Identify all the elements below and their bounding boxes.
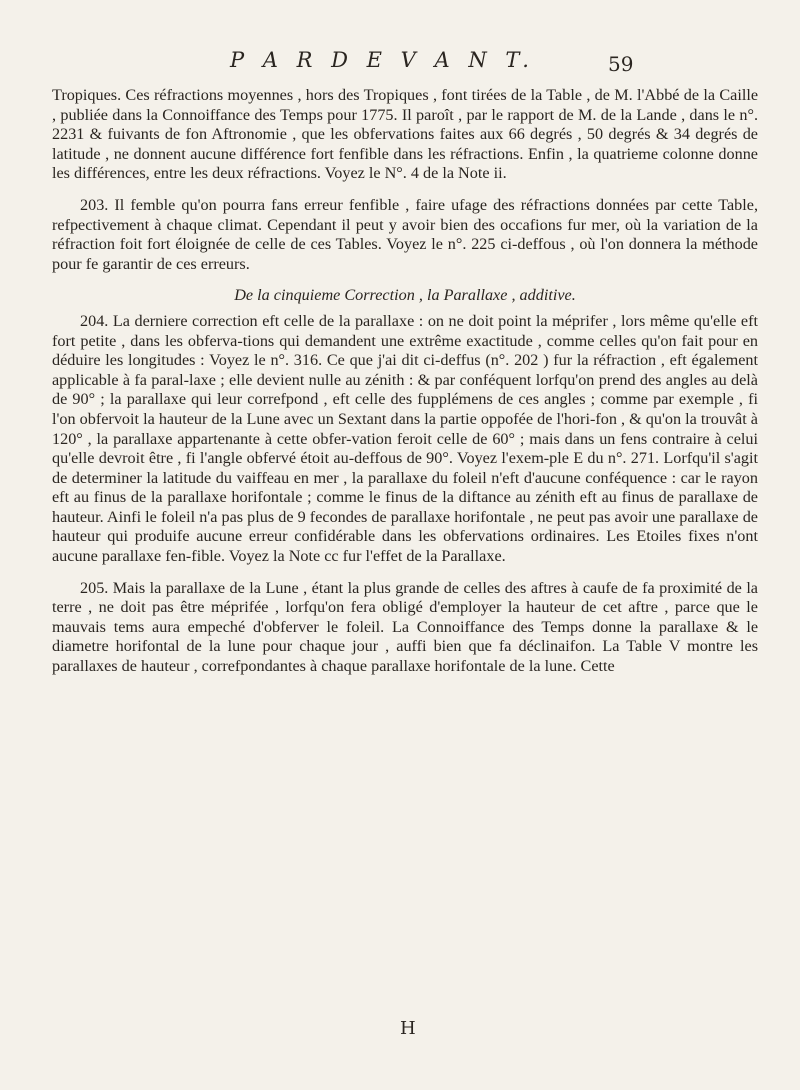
signature-mark: H	[400, 1018, 416, 1039]
running-header: P A R D E V A N T.	[230, 48, 535, 72]
paragraph-205: 205. Mais la parallaxe de la Lune , étant la plus grande de celles des aftres à caufe de fa proximité de la terre , ne doit pas être méprifée , lorfqu'on fera obligé d'employer la hauteur de cet aftre , parce que le mauvais tems aura empeché d'obferver le foleil. La Connoiffance des Temps donne la parallaxe & le diametre horifontal de la lune pour chaque jour , auffi bien que fa déclinaifon. La Table V montre les parallaxes de hauteur , correfpondantes à chaque parallaxe horifontale de la lune. Cette	[52, 578, 758, 676]
paragraph-203: 203. Il femble qu'on pourra fans erreur fenfible , faire ufage des réfractions données par cette Table, refpectivement à chaque climat. Cependant il peut y avoir bien des occafions fur mer, où la variation de la réfraction foit fort éloignée de celle de ces Tables. Voyez le n°. 225 ci-deffous , où l'on donnera la méthode pour fe garantir de ces erreurs.	[52, 195, 758, 273]
paragraph-continuation: Tropiques. Ces réfractions moyennes , hors des Tropiques , font tirées de la Table , de M. l'Abbé de la Caille , publiée dans la Connoiffance des Temps pour 1775. Il paroît , par le rapport de M. de la Lande , dans le n°. 2231 & fuivants de fon Aftronomie , que les obfervations faites aux 66 degrés , 50 degrés & 34 degrés de latitude , ne donnent aucune différence fort fenfible dans les réfractions. Enfin , la quatrieme colonne donne les différences, entre les deux réfractions. Voyez le N°. 4 de la Note ii.	[52, 86, 758, 183]
section-heading: De la cinquieme Correction , la Parallaxe , additive.	[234, 286, 576, 305]
page-number: 59	[608, 52, 634, 76]
body-text	[52, 86, 758, 689]
paragraph-204: 204. La derniere correction eft celle de la parallaxe : on ne doit point la méprifer , lors même qu'elle eft fort petite , dans les obferva-tions qui demandent une extrême exactitude , comme celles qu'on fait pour en déduire les longitudes : Voyez le n°. 316. Ce que j'ai dit ci-deffus (n°. 202 ) fur la réfraction , eft également applicable à fa paral-laxe ; elle devient nulle au zénith : & par conféquent lorfqu'on prend des angles au delà de 90° ; la parallaxe qui leur correfpond , eft celle des fupplémens de ces angles ; comme par exemple , fi l'on obfervoit la hauteur de la Lune avec un Sextant dans la partie oppofée de l'hori-fon , & qu'on la trouvât à 120° , la parallaxe appartenante à cette obfer-vation feroit celle de 60° ; mais dans un fens contraire à celui qu'elle devroit être , fi l'angle obfervé étoit au-deffous de 90°. Voyez l'exem-ple E du n°. 271. Lorfqu'il s'agit de determiner la latitude du vaiffeau en mer , la parallaxe du foleil n'eft d'aucune conféquence : car le rayon eft au finus de la parallaxe horifontale ; comme le finus de la diftance au zénith eft au finus de parallaxe de hauteur. Ainfi le foleil n'a pas plus de 9 fecondes de parallaxe horifontale , ne peut pas avoir une parallaxe de hauteur qui produife aucune erreur confidérable dans les obfervations ordinaires. Les Etoiles fixes n'ont aucune parallaxe fen-fible. Voyez la Note cc fur l'effet de la Parallaxe.	[52, 311, 758, 566]
